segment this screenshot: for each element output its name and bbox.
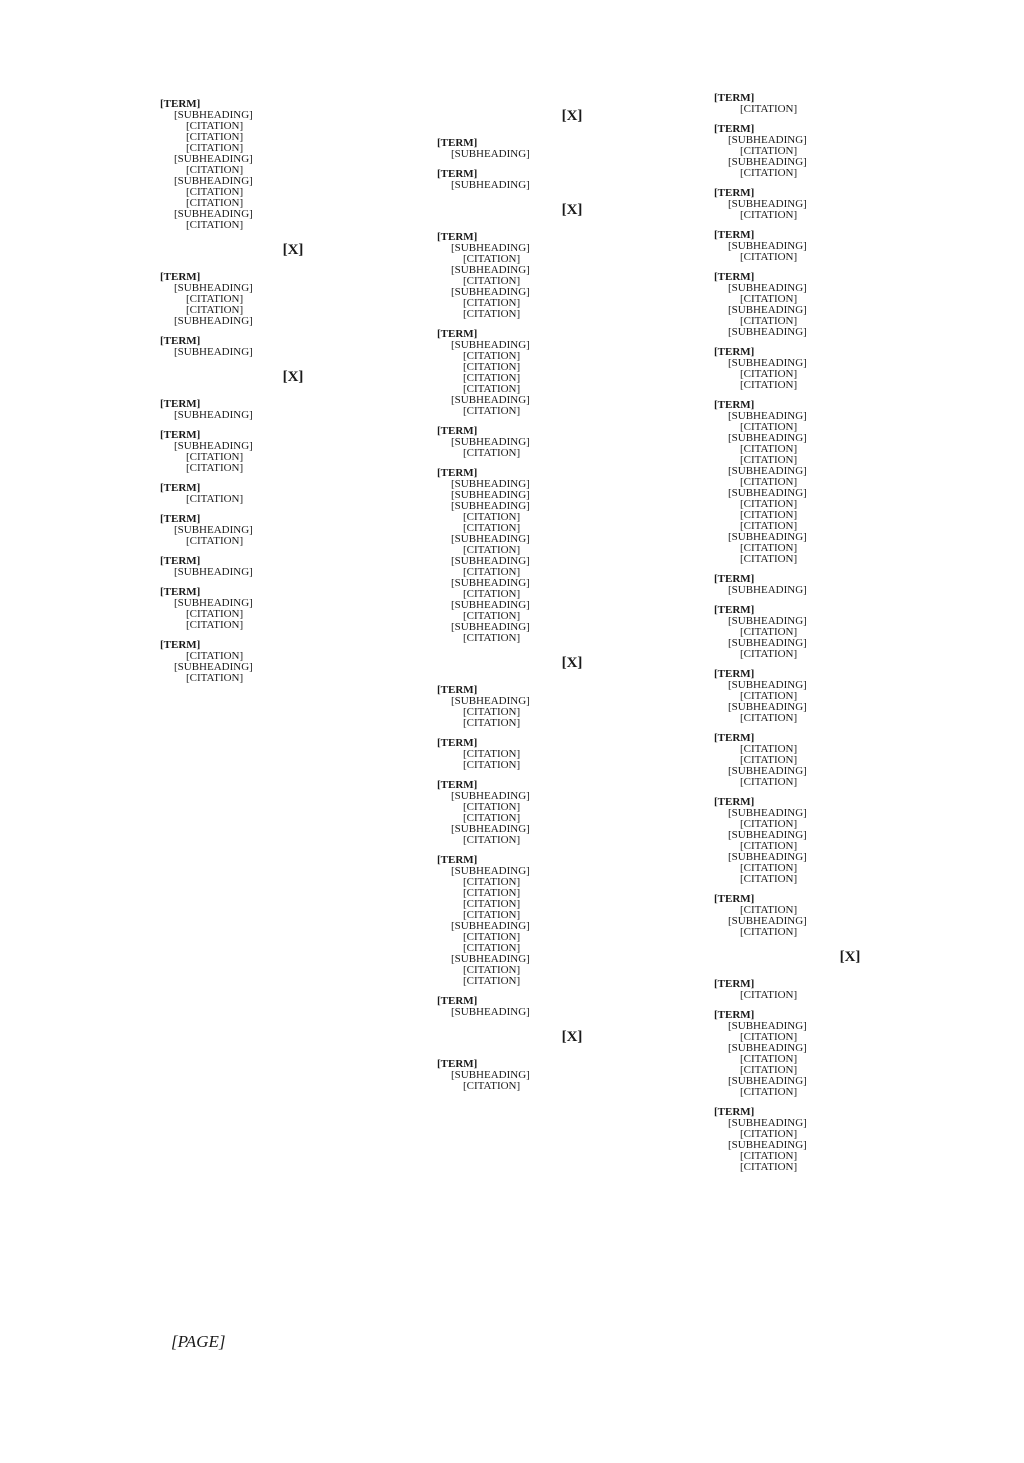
index-subheading: [SUBHEADING]	[728, 240, 807, 252]
index-citation: [CITATION]	[186, 608, 244, 620]
index-subheading: [SUBHEADING]	[451, 695, 530, 707]
index-column-2	[437, 97, 707, 1101]
index-subheading: [SUBHEADING]	[728, 432, 807, 444]
index-column-1	[160, 99, 426, 693]
index-citation: [CITATION]	[186, 197, 244, 209]
index-entry	[714, 347, 986, 391]
index-citation: [CITATION]	[740, 315, 798, 327]
index-citation: [CITATION]	[740, 754, 798, 766]
index-subheading: [SUBHEADING]	[174, 661, 253, 673]
page-number: [PAGE]	[171, 1332, 226, 1351]
index-citation: [CITATION]	[740, 103, 798, 115]
index-citation: [CITATION]	[463, 297, 521, 309]
index-entry	[437, 855, 707, 987]
index-subheading: [SUBHEADING]	[174, 440, 253, 452]
index-entry	[160, 483, 426, 505]
index-subheading: [SUBHEADING]	[728, 829, 807, 841]
index-entry	[437, 738, 707, 771]
index-subheading: [SUBHEADING]	[451, 577, 530, 589]
index-term: [TERM]	[437, 1058, 478, 1070]
index-entry	[437, 329, 707, 417]
index-subheading: [SUBHEADING]	[451, 790, 530, 802]
index-subheading: [SUBHEADING]	[728, 134, 807, 146]
index-entry	[714, 669, 986, 724]
index-citation: [CITATION]	[186, 462, 244, 474]
index-subheading: [SUBHEADING]	[451, 953, 530, 965]
index-term: [TERM]	[160, 429, 201, 441]
index-citation: [CITATION]	[186, 186, 244, 198]
index-term: [TERM]	[160, 271, 201, 283]
index-citation: [CITATION]	[740, 626, 798, 638]
index-entry	[714, 574, 986, 596]
index-subheading: [SUBHEADING]	[451, 555, 530, 567]
index-entry	[714, 605, 986, 660]
index-term: [TERM]	[437, 137, 478, 149]
index-subheading: [SUBHEADING]	[728, 326, 807, 338]
index-entry	[714, 797, 986, 885]
index-entry	[714, 400, 986, 565]
index-subheading: [SUBHEADING]	[728, 851, 807, 863]
index-citation: [CITATION]	[740, 776, 798, 788]
index-subheading: [SUBHEADING]	[728, 637, 807, 649]
index-term: [TERM]	[160, 335, 201, 347]
index-citation: [CITATION]	[740, 1053, 798, 1065]
index-subheading: [SUBHEADING]	[451, 179, 530, 191]
index-subheading: [SUBHEADING]	[174, 109, 253, 121]
index-citation: [CITATION]	[740, 251, 798, 263]
index-subheading: [SUBHEADING]	[174, 524, 253, 536]
index-citation: [CITATION]	[186, 672, 244, 684]
index-citation: [CITATION]	[740, 1128, 798, 1140]
index-subheading: [SUBHEADING]	[451, 394, 530, 406]
index-subheading: [SUBHEADING]	[728, 765, 807, 777]
index-entry	[160, 399, 426, 421]
index-subheading: [SUBHEADING]	[451, 478, 530, 490]
index-entry	[437, 996, 707, 1018]
index-term: [TERM]	[160, 398, 201, 410]
index-subheading: [SUBHEADING]	[728, 357, 807, 369]
index-citation: [CITATION]	[740, 690, 798, 702]
index-citation: [CITATION]	[740, 454, 798, 466]
index-citation: [CITATION]	[463, 275, 521, 287]
index-subheading: [SUBHEADING]	[451, 489, 530, 501]
index-subheading: [SUBHEADING]	[728, 1020, 807, 1032]
index-subheading: [SUBHEADING]	[728, 282, 807, 294]
index-entry	[437, 685, 707, 729]
index-subheading: [SUBHEADING]	[451, 823, 530, 835]
index-citation: [CITATION]	[463, 887, 521, 899]
index-entry	[437, 780, 707, 846]
index-citation: [CITATION]	[740, 818, 798, 830]
index-entry	[714, 894, 986, 938]
index-subheading: [SUBHEADING]	[174, 282, 253, 294]
index-entry	[714, 979, 986, 1001]
index-entry	[437, 169, 707, 191]
index-citation: [CITATION]	[463, 759, 521, 771]
index-citation: [CITATION]	[740, 989, 798, 1001]
index-citation: [CITATION]	[463, 801, 521, 813]
index-citation: [CITATION]	[463, 405, 521, 417]
index-citation: [CITATION]	[463, 511, 521, 523]
index-citation: [CITATION]	[740, 293, 798, 305]
index-citation: [CITATION]	[740, 421, 798, 433]
index-citation: [CITATION]	[186, 142, 244, 154]
index-entry	[714, 1010, 986, 1098]
index-term: [TERM]	[714, 732, 755, 744]
index-entry	[437, 138, 707, 160]
index-subheading: [SUBHEADING]	[174, 346, 253, 358]
index-citation: [CITATION]	[740, 926, 798, 938]
index-citation: [CITATION]	[186, 164, 244, 176]
index-term: [TERM]	[437, 467, 478, 479]
index-subheading: [SUBHEADING]	[174, 409, 253, 421]
section-letter: [X]	[282, 242, 304, 258]
index-term: [TERM]	[437, 995, 478, 1007]
index-citation: [CITATION]	[186, 304, 244, 316]
index-citation: [CITATION]	[463, 308, 521, 320]
index-citation: [CITATION]	[740, 712, 798, 724]
index-subheading: [SUBHEADING]	[451, 533, 530, 545]
index-term: [TERM]	[714, 796, 755, 808]
index-column-3	[714, 93, 986, 1182]
index-citation: [CITATION]	[463, 975, 521, 987]
index-citation: [CITATION]	[463, 447, 521, 459]
index-subheading: [SUBHEADING]	[728, 1139, 807, 1151]
index-subheading: [SUBHEADING]	[451, 500, 530, 512]
index-citation: [CITATION]	[740, 509, 798, 521]
index-citation: [CITATION]	[740, 862, 798, 874]
index-citation: [CITATION]	[740, 498, 798, 510]
index-subheading: [SUBHEADING]	[728, 156, 807, 168]
index-citation: [CITATION]	[463, 834, 521, 846]
index-term: [TERM]	[714, 229, 755, 241]
index-citation: [CITATION]	[463, 372, 521, 384]
index-citation: [CITATION]	[740, 873, 798, 885]
index-term: [TERM]	[714, 399, 755, 411]
index-citation: [CITATION]	[740, 379, 798, 391]
index-term: [TERM]	[714, 978, 755, 990]
index-citation: [CITATION]	[463, 909, 521, 921]
index-subheading: [SUBHEADING]	[174, 175, 253, 187]
index-term: [TERM]	[160, 482, 201, 494]
index-term: [TERM]	[437, 425, 478, 437]
index-citation: [CITATION]	[463, 544, 521, 556]
section-letter: [X]	[561, 655, 583, 671]
index-subheading: [SUBHEADING]	[728, 410, 807, 422]
index-citation: [CITATION]	[463, 350, 521, 362]
index-term: [TERM]	[160, 586, 201, 598]
index-entry	[714, 733, 986, 788]
index-subheading: [SUBHEADING]	[451, 264, 530, 276]
index-subheading: [SUBHEADING]	[728, 584, 807, 596]
index-citation: [CITATION]	[740, 1031, 798, 1043]
index-citation: [CITATION]	[740, 209, 798, 221]
index-term: [TERM]	[714, 123, 755, 135]
index-citation: [CITATION]	[186, 451, 244, 463]
index-term: [TERM]	[714, 187, 755, 199]
index-subheading: [SUBHEADING]	[728, 198, 807, 210]
index-citation: [CITATION]	[463, 588, 521, 600]
index-entry	[714, 93, 986, 115]
index-term: [TERM]	[714, 346, 755, 358]
index-citation: [CITATION]	[740, 145, 798, 157]
index-citation: [CITATION]	[740, 443, 798, 455]
index-subheading: [SUBHEADING]	[728, 487, 807, 499]
index-citation: [CITATION]	[463, 931, 521, 943]
index-citation: [CITATION]	[463, 876, 521, 888]
section-letter: [X]	[561, 108, 583, 124]
index-citation: [CITATION]	[740, 1086, 798, 1098]
index-citation: [CITATION]	[740, 648, 798, 660]
index-citation: [CITATION]	[740, 520, 798, 532]
index-citation: [CITATION]	[740, 476, 798, 488]
index-citation: [CITATION]	[463, 1080, 521, 1092]
index-entry	[714, 124, 986, 179]
index-subheading: [SUBHEADING]	[451, 339, 530, 351]
index-subheading: [SUBHEADING]	[728, 531, 807, 543]
index-citation: [CITATION]	[463, 361, 521, 373]
index-subheading: [SUBHEADING]	[728, 304, 807, 316]
index-entry	[437, 1059, 707, 1092]
index-entry	[160, 336, 426, 358]
index-citation: [CITATION]	[463, 942, 521, 954]
index-entry	[714, 1107, 986, 1173]
section-letter: [X]	[561, 1029, 583, 1045]
index-citation: [CITATION]	[463, 706, 521, 718]
index-term: [TERM]	[437, 231, 478, 243]
index-citation: [CITATION]	[740, 167, 798, 179]
index-entry	[437, 426, 707, 459]
index-term: [TERM]	[714, 604, 755, 616]
index-term: [TERM]	[437, 328, 478, 340]
index-subheading: [SUBHEADING]	[451, 242, 530, 254]
index-term: [TERM]	[160, 639, 201, 651]
index-subheading: [SUBHEADING]	[451, 599, 530, 611]
index-subheading: [SUBHEADING]	[728, 1075, 807, 1087]
index-subheading: [SUBHEADING]	[451, 1006, 530, 1018]
index-term: [TERM]	[437, 684, 478, 696]
index-citation: [CITATION]	[186, 493, 244, 505]
index-subheading: [SUBHEADING]	[451, 621, 530, 633]
index-entry	[160, 514, 426, 547]
index-entry	[437, 468, 707, 644]
index-subheading: [SUBHEADING]	[174, 208, 253, 220]
index-subheading: [SUBHEADING]	[451, 865, 530, 877]
index-citation: [CITATION]	[463, 964, 521, 976]
index-term: [TERM]	[714, 893, 755, 905]
index-subheading: [SUBHEADING]	[728, 615, 807, 627]
index-citation: [CITATION]	[463, 610, 521, 622]
index-citation: [CITATION]	[186, 650, 244, 662]
index-citation: [CITATION]	[186, 293, 244, 305]
index-term: [TERM]	[714, 92, 755, 104]
index-subheading: [SUBHEADING]	[451, 286, 530, 298]
index-citation: [CITATION]	[740, 368, 798, 380]
index-term: [TERM]	[160, 555, 201, 567]
index-entry	[160, 430, 426, 474]
index-citation: [CITATION]	[463, 383, 521, 395]
index-subheading: [SUBHEADING]	[728, 465, 807, 477]
index-term: [TERM]	[714, 271, 755, 283]
index-citation: [CITATION]	[740, 1150, 798, 1162]
index-citation: [CITATION]	[740, 840, 798, 852]
index-subheading: [SUBHEADING]	[174, 315, 253, 327]
index-subheading: [SUBHEADING]	[728, 915, 807, 927]
index-subheading: [SUBHEADING]	[728, 807, 807, 819]
index-citation: [CITATION]	[186, 219, 244, 231]
index-entry	[714, 188, 986, 221]
index-citation: [CITATION]	[463, 812, 521, 824]
index-subheading: [SUBHEADING]	[174, 566, 253, 578]
index-subheading: [SUBHEADING]	[451, 1069, 530, 1081]
index-entry	[160, 272, 426, 327]
index-entry	[714, 230, 986, 263]
section-letter: [X]	[839, 949, 861, 965]
index-term: [TERM]	[437, 737, 478, 749]
index-entry	[160, 587, 426, 631]
index-subheading: [SUBHEADING]	[174, 597, 253, 609]
index-term: [TERM]	[160, 98, 201, 110]
index-term: [TERM]	[160, 513, 201, 525]
index-subheading: [SUBHEADING]	[728, 1042, 807, 1054]
index-citation: [CITATION]	[463, 566, 521, 578]
index-citation: [CITATION]	[463, 748, 521, 760]
section-letter: [X]	[282, 369, 304, 385]
index-citation: [CITATION]	[186, 120, 244, 132]
index-term: [TERM]	[437, 854, 478, 866]
index-citation: [CITATION]	[740, 1064, 798, 1076]
index-entry	[160, 556, 426, 578]
index-citation: [CITATION]	[186, 619, 244, 631]
index-term: [TERM]	[714, 573, 755, 585]
index-entry	[160, 640, 426, 684]
index-subheading: [SUBHEADING]	[728, 1117, 807, 1129]
index-citation: [CITATION]	[463, 898, 521, 910]
index-entry	[160, 99, 426, 231]
index-citation: [CITATION]	[186, 535, 244, 547]
index-subheading: [SUBHEADING]	[451, 436, 530, 448]
index-citation: [CITATION]	[463, 522, 521, 534]
index-citation: [CITATION]	[740, 542, 798, 554]
index-citation: [CITATION]	[740, 1161, 798, 1173]
index-citation: [CITATION]	[740, 743, 798, 755]
index-citation: [CITATION]	[463, 717, 521, 729]
index-subheading: [SUBHEADING]	[451, 920, 530, 932]
index-citation: [CITATION]	[740, 553, 798, 565]
index-term: [TERM]	[714, 1106, 755, 1118]
index-citation: [CITATION]	[463, 632, 521, 644]
index-term: [TERM]	[714, 668, 755, 680]
index-citation: [CITATION]	[186, 131, 244, 143]
index-term: [TERM]	[437, 779, 478, 791]
index-citation: [CITATION]	[463, 253, 521, 265]
index-term: [TERM]	[714, 1009, 755, 1021]
index-subheading: [SUBHEADING]	[174, 153, 253, 165]
index-subheading: [SUBHEADING]	[728, 701, 807, 713]
index-entry	[714, 272, 986, 338]
index-subheading: [SUBHEADING]	[451, 148, 530, 160]
index-entry	[437, 232, 707, 320]
index-citation: [CITATION]	[740, 904, 798, 916]
section-letter: [X]	[561, 202, 583, 218]
index-subheading: [SUBHEADING]	[728, 679, 807, 691]
index-term: [TERM]	[437, 168, 478, 180]
